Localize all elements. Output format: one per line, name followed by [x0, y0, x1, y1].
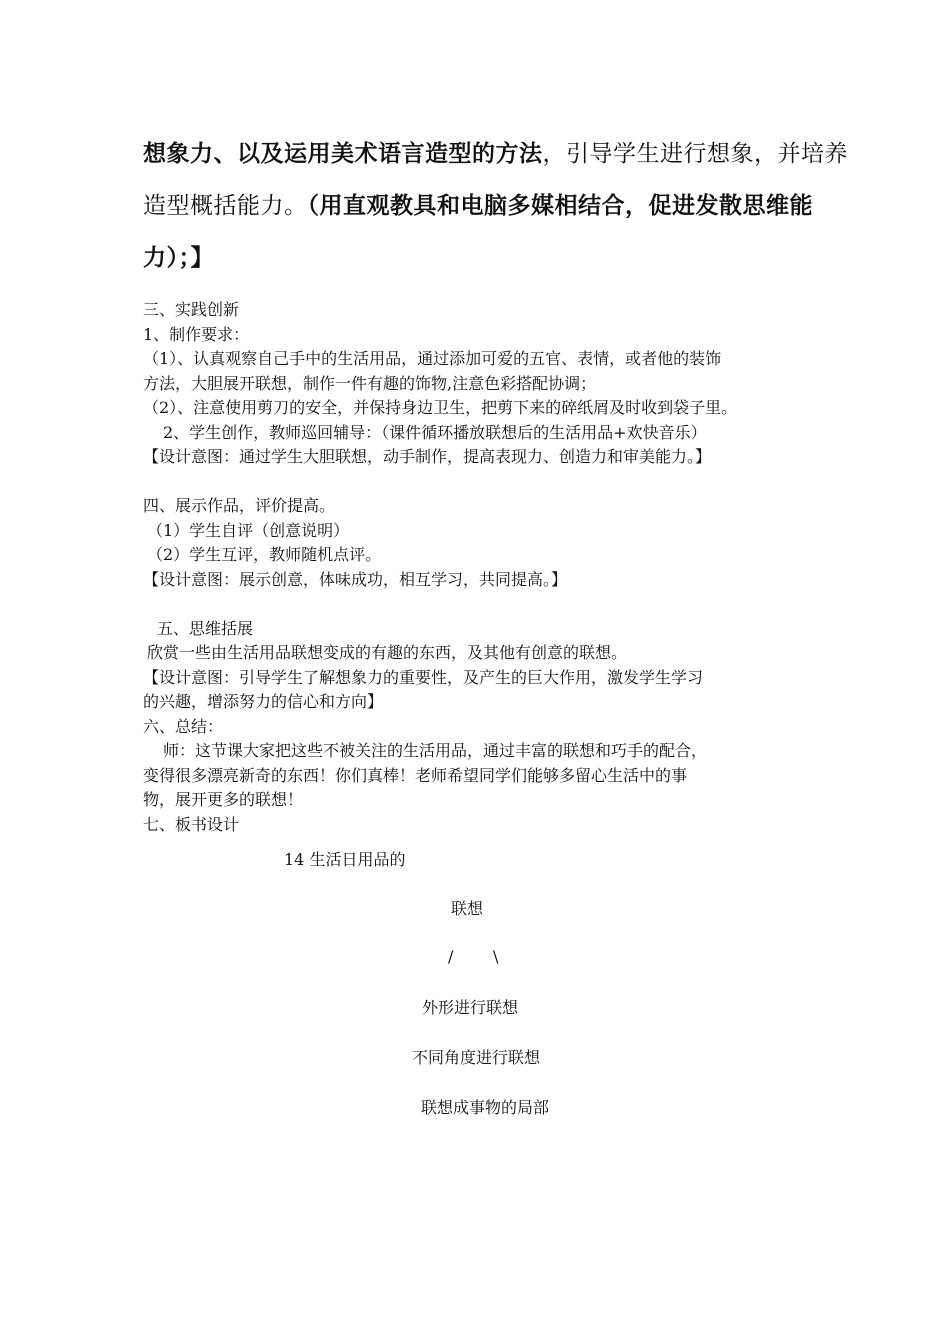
lesson-body	[143, 298, 823, 837]
section-6-heading: 六、总结：	[143, 716, 224, 736]
section-3-req-1a: （1）、认真观察自己手中的生活用品，通过添加可爱的五官、表情，或者他的装饰	[143, 349, 722, 368]
board-point-1: 外形进行联想	[422, 998, 519, 1017]
section-4-item-2: （2）学生互评，教师随机点评。	[147, 545, 382, 564]
section-3-intent: 【设计意图：通过学生大胆联想，动手制作，提高表现力、创造力和审美能力。】	[143, 447, 712, 466]
section-5-body: 欣赏一些由生活用品联想变成的有趣的东西，及其他有创意的联想。	[147, 643, 628, 662]
section-3-item-2: 2、学生创作，教师巡回辅导：（课件循环播放联想后的生活用品+欢快音乐）	[163, 422, 707, 442]
board-point-2: 不同角度进行联想	[412, 1048, 541, 1067]
section-3-heading: 三、实践创新	[143, 300, 240, 319]
section-4-intent: 【设计意图：展示创意，体味成功，相互学习，共同提高。】	[143, 569, 568, 589]
section-6-body-b: 变得很多漂亮新奇的东西！你们真棒！老师希望同学们能够多留心生活中的事	[143, 765, 688, 785]
intro-line-2: 造型概括能力。（用直观教具和电脑多媒相结合，促进发散思维能	[143, 193, 813, 219]
intro-line-1: 想象力、以及运用美术语言造型的方法，引导学生进行想象，并培养	[143, 141, 848, 167]
section-6-body-c: 物，展开更多的联想！	[143, 790, 304, 809]
section-3-item-1: 1、制作要求：	[143, 324, 250, 344]
section-7-heading: 七、板书设计	[143, 814, 240, 834]
blank-line	[143, 592, 823, 617]
blank-line	[143, 470, 823, 495]
section-4-item-1: （1）学生自评（创意说明）	[147, 520, 350, 540]
section-5-intent-a: 【设计意图：引导学生了解想象力的重要性，及产生的巨大作用，激发学生学习	[143, 667, 704, 687]
board-branch-left: /	[448, 947, 454, 966]
section-5-heading: 五、思维括展	[157, 618, 254, 638]
section-5-intent-b: 的兴趣，增添努力的信心和方向】	[143, 692, 384, 711]
section-3-req-1b: 方法，大胆展开联想，制作一件有趣的饰物,注意色彩搭配协调；	[143, 373, 597, 393]
board-point-3: 联想成事物的局部	[421, 1098, 550, 1117]
section-6-body-a: 师：这节课大家把这些不被关注的生活用品，通过丰富的联想和巧手的配合，	[163, 741, 708, 760]
board-subtitle: 联想	[451, 899, 484, 918]
intro-paragraph	[143, 128, 848, 284]
section-3-req-2: （2）、注意使用剪刀的安全，并保持身边卫生，把剪下来的碎纸屑及时收到袋子里。	[143, 398, 738, 417]
board-branch-right: \	[493, 947, 499, 966]
intro-line-3: 力）；】	[143, 245, 214, 271]
section-4-heading: 四、展示作品，评价提高。	[143, 496, 336, 515]
board-title: 14 生活日用品的	[284, 850, 406, 869]
